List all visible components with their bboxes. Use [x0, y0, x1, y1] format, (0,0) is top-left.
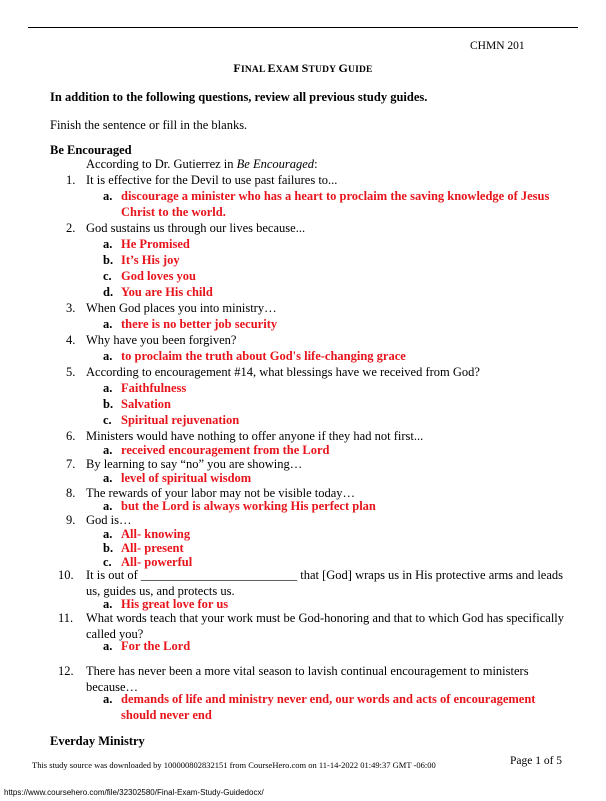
answer-letter: a. — [103, 597, 113, 611]
course-code: CHMN 201 — [470, 40, 525, 52]
question-text: When God places you into ministry… — [86, 301, 277, 315]
download-notice: This study source was downloaded by 100000802832151 from CourseHero.com on 11-14-2022 01:49:37 GMT -06:00 — [32, 760, 436, 770]
answer-letter: b. — [103, 541, 114, 555]
instructions-text: Finish the sentence or fill in the blanks. — [50, 118, 248, 132]
answer-letter: c. — [103, 555, 112, 569]
according-line — [86, 156, 318, 172]
answer-text: Salvation — [121, 397, 172, 411]
answer-letter: a. — [103, 639, 113, 653]
answer-text: All- powerful — [121, 555, 193, 569]
answer-letter: a. — [103, 443, 113, 457]
question-number: 11. — [58, 611, 74, 625]
answer-letter: a. — [103, 499, 113, 513]
question-number: 2. — [66, 221, 76, 235]
answer-letter: a. — [103, 189, 113, 203]
title-f: F — [233, 61, 241, 75]
answer-text: level of spiritual wisdom — [121, 471, 252, 485]
answer-text: there is no better job security — [121, 317, 278, 331]
question-text: God sustains us through our lives because... — [86, 221, 306, 235]
page-title — [0, 60, 606, 78]
answer-letter: a. — [103, 237, 113, 251]
title-s: S — [301, 61, 309, 75]
answer-letter: a. — [103, 381, 113, 395]
question-text: According to encouragement #14, what blessings have we received from God? — [86, 365, 480, 379]
answer-letter: a. — [103, 317, 113, 331]
question-text: The rewards of your labor may not be visible today… — [86, 486, 356, 500]
question-number: 6. — [66, 429, 76, 443]
according-suffix: : — [314, 157, 318, 171]
question-number: 1. — [66, 173, 76, 187]
title-uide: UIDE — [348, 65, 373, 75]
question-number: 9. — [66, 513, 76, 527]
section-heading-everday-ministry: Everday Ministry — [50, 734, 145, 748]
answer-letter: a. — [103, 471, 113, 485]
answer-text: You are His child — [121, 285, 213, 299]
title-tudy: TUDY — [308, 65, 339, 75]
answer-text: discourage a minister who has a heart to proclaim the saving knowledge of Jesus Christ to the world. — [121, 189, 550, 219]
question-text: What words teach that your work must be God-honoring and that to which God has specifically called you? — [86, 611, 565, 641]
question-text: God is… — [86, 513, 132, 527]
answer-letter: a. — [103, 349, 113, 363]
answer-letter: b. — [103, 397, 114, 411]
answer-text: It’s His joy — [121, 253, 180, 267]
answer-letter: d. — [103, 285, 114, 299]
answer-letter: b. — [103, 253, 114, 267]
question-number: 7. — [66, 457, 76, 471]
question-text: Why have you been forgiven? — [86, 333, 237, 347]
answer-text: Faithfulness — [121, 381, 187, 395]
title-g: G — [338, 61, 349, 75]
answer-letter: c. — [103, 413, 112, 427]
question-number: 8. — [66, 486, 76, 500]
intro-text: In addition to the following questions, review all previous study guides. — [50, 90, 428, 104]
according-book: Be Encouraged — [236, 157, 315, 171]
title-inal: INAL — [240, 65, 268, 75]
question-text: There has never been a more vital season to lavish continual encouragement to ministers because… — [86, 664, 529, 694]
question-text: It is out of _________________________ that [God] wraps us in His protective arms and leads us, guides us, and protects us. — [86, 568, 564, 598]
answer-text: For the Lord — [121, 639, 191, 653]
answer-text: demands of life and ministry never end, our words and acts of encouragement should never end — [121, 692, 536, 722]
question-text: It is effective for the Devil to use past failures to... — [86, 173, 338, 187]
source-url[interactable]: https://www.coursehero.com/file/32302580/Final-Exam-Study-Guidedocx/ — [4, 788, 264, 797]
answer-text: He Promised — [121, 237, 190, 251]
question-number: 4. — [66, 333, 76, 347]
page-number: Page 1 of 5 — [510, 755, 563, 767]
section-heading-be-encouraged: Be Encouraged — [50, 143, 132, 157]
question-number: 3. — [66, 301, 76, 315]
answer-text: to proclaim the truth about God's life-changing grace — [121, 349, 406, 363]
question-text: Ministers would have nothing to offer anyone if they had not first... — [86, 429, 424, 443]
answer-text: Spiritual rejuvenation — [121, 413, 240, 427]
question-number: 10. — [58, 568, 74, 582]
question-text: By learning to say “no” you are showing… — [86, 457, 303, 471]
answer-text: All- present — [121, 541, 184, 555]
header-rule — [28, 27, 578, 28]
answer-text: All- knowing — [121, 527, 191, 541]
answer-letter: a. — [103, 692, 113, 706]
question-number: 5. — [66, 365, 76, 379]
answer-letter: c. — [103, 269, 112, 283]
answer-letter: a. — [103, 527, 113, 541]
answer-text: His great love for us — [121, 597, 229, 611]
title-xam: XAM — [275, 65, 302, 75]
answer-text: but the Lord is always working His perfect plan — [121, 499, 376, 513]
according-prefix: According to Dr. Gutierrez in — [86, 157, 237, 171]
question-number: 12. — [58, 664, 74, 678]
answer-text: God loves you — [121, 269, 197, 283]
answer-text: received encouragement from the Lord — [121, 443, 330, 457]
title-e: E — [267, 61, 276, 75]
